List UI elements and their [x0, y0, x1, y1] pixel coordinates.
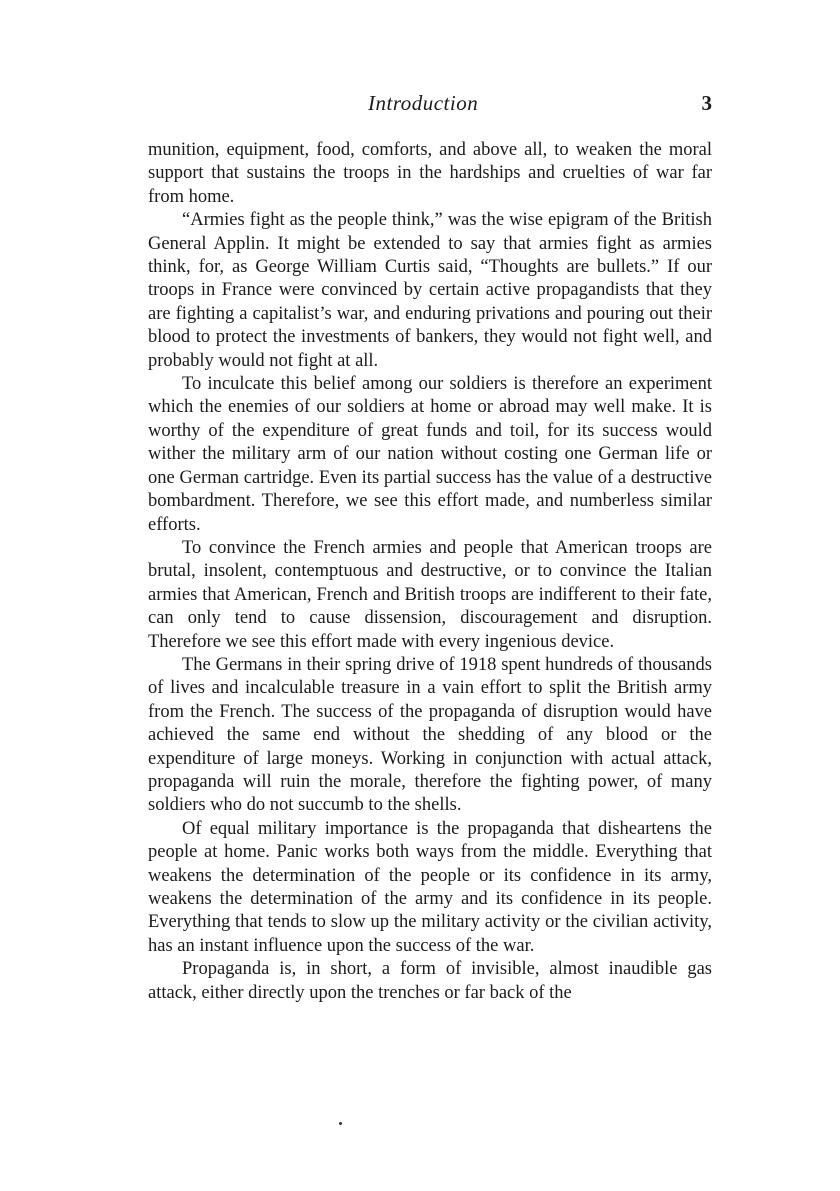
- paragraph-gas-attack: Propaganda is, in short, a form of invisible, almost inaudible gas attack, either directly upon the trenches or far back of the: [148, 959, 712, 1003]
- paragraph-continuation: munition, equipment, food, comforts, and above all, to weaken the moral support that sustains the troops in the hardships and cruelties of war far from home.: [148, 140, 712, 207]
- body-text: [148, 139, 712, 1005]
- page-header: [148, 91, 712, 121]
- page-number: 3: [701, 91, 712, 115]
- paragraph-convince-french: To convince the French armies and people that American troops are brutal, insolent, contemptuous and destructive, or to convince the Italian armies that American, French and British troops are indifferent to their fate, can only tend to cause dissension, discouragement and disruption. Therefore we see this effort made with every ingenious device.: [148, 537, 712, 652]
- paragraph-inculcate-belief: To inculcate this belief among our soldiers is therefore an experiment which the enemies of our soldiers at home or abroad may well make. It is worthy of the expenditure of great funds and toil, for its success would wither the military arm of our nation without costing one German life or one German cartridge. Even its partial success has the value of a destructive bombardment. Therefore, we see this effort made, and numberless similar efforts.: [148, 374, 712, 535]
- stray-ink-mark: [339, 1122, 342, 1125]
- paragraph-armies-fight: “Armies fight as the people think,” was the wise epigram of the British General Applin. It might be extended to say that armies fight as armies think, for, as George William Curtis said, “Thoughts are bullets.” If our troops in France were convinced by certain active propagandists that they are fighting a capitalist’s war, and enduring privations and pouring out their blood to protect the investments of bankers, they would not fight well, and probably would not fight at all.: [148, 210, 712, 371]
- running-title: Introduction: [368, 91, 479, 115]
- paragraph-spring-drive: The Germans in their spring drive of 1918 spent hundreds of thousands of lives and incalculable treasure in a vain effort to split the British army from the French. The success of the propaganda of disruption would have achieved the same end without the shedding of any blood or the expenditure of large moneys. Working in conjunction with actual attack, propaganda will ruin the morale, therefore the fighting power, of many soldiers who do not succumb to the shells.: [148, 654, 712, 816]
- paragraph-equal-importance: Of equal military importance is the propaganda that disheartens the people at home. Panic works both ways from the middle. Everything that weakens the determination of the people or its confidence in its army, weakens the determination of the army and its confidence in its people. Everything that tends to slow up the military activity or the civilian activity, has an instant influence upon the success of the war.: [148, 818, 712, 956]
